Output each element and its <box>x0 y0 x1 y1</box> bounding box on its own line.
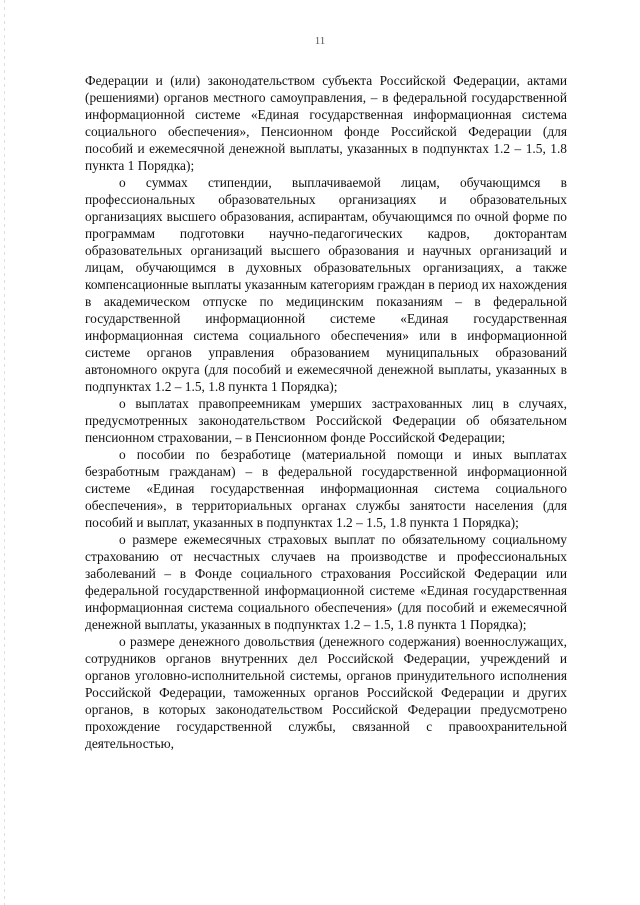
paragraph-insurance: о размере ежемесячных страховых выплат по обязательному социальному страхованию от несчастных случаев на производстве и профессиональных заболеваний – в Фонде социального страхования Российской Федерации или федеральной государственной информационной системе «Единая государственная информационная система социального обеспечения» (для пособий и ежемесячной денежной выплаты, указанных в подпунктах 1.2 – 1.5, 1.8 пункта 1 Порядка); <box>85 532 567 632</box>
paragraph-scholarship: о суммах стипендии, выплачиваемой лицам, обучающимся в профессиональных образовательных организациях и образовательных организациях высшего образования, аспирантам, обучающимся по очной форме по программам подготовки научно-педагогических кадров, докторантам образовательных организаций высшего образования и научных организаций и лицам, обучающимся в духовных образовательных организациях, а также компенсационные выплаты указанным категориям граждан в период их нахождения в академическом отпуске по медицинским показаниям – в федеральной государственной информационной системе «Единая государственная информационная система социального обеспечения» или в информационной системе органов управления образованием муниципальных образований автономного округа (для пособий и ежемесячной денежной выплаты, указанных в подпунктах 1.2 – 1.5, 1.8 пункта 1 Порядка); <box>85 175 567 394</box>
scan-edge-mark <box>4 0 5 905</box>
document-body <box>85 72 567 752</box>
paragraph-unemployment: о пособии по безработице (материальной помощи и иных выплатах безработным гражданам) – в федеральной государственной информационной системе «Единая государственная информационная система социального обеспечения», в территориальных органах службы занятости населения (для пособий и выплат, указанных в подпунктах 1.2 – 1.5, 1.8 пункта 1 Порядка); <box>85 447 567 530</box>
paragraph-allowance: о размере денежного довольствия (денежного содержания) военнослужащих, сотрудников органов внутренних дел Российской Федерации, учреждений и органов уголовно-исполнительной системы, органов принудительного исполнения Российской Федерации, таможенных органов Российской Федерации и других органов, в которых законодательством Российской Федерации предусмотрено прохождение государственной службы, связанной с правоохранительной деятельностью, <box>85 634 567 751</box>
page-number: 11 <box>314 35 326 47</box>
paragraph-successors: о выплатах правопреемникам умерших застрахованных лиц в случаях, предусмотренных законодательством Российской Федерации об обязательном пенсионном страховании, – в Пенсионном фонде Российской Федерации; <box>85 396 567 445</box>
paragraph-continuation: Федерации и (или) законодательством субъекта Российской Федерации, актами (решениями) органов местного самоуправления, – в федеральной государственной информационной системе «Единая государственная информационная система социального обеспечения», Пенсионном фонде Российской Федерации (для пособий и ежемесячной денежной выплаты, указанных в подпунктах 1.2 – 1.5, 1.8 пункта 1 Порядка); <box>85 73 567 173</box>
